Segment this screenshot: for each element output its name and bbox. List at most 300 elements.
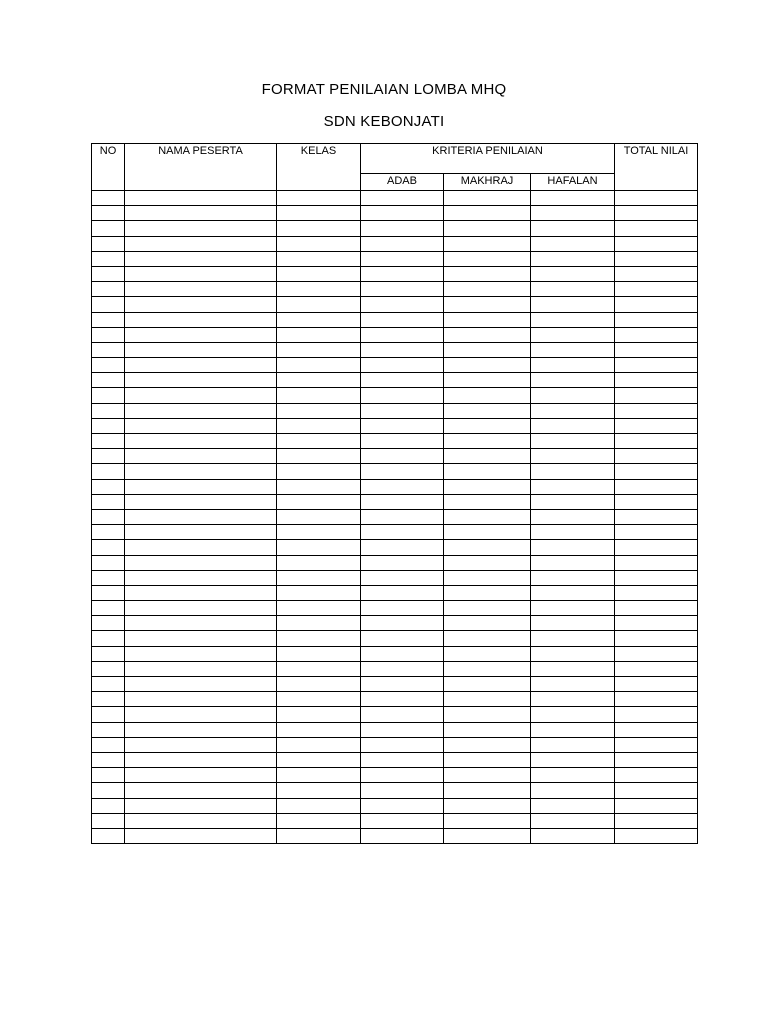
hafalan-cell bbox=[531, 752, 615, 767]
total-nilai-cell bbox=[615, 266, 698, 281]
total-nilai-cell bbox=[615, 449, 698, 464]
makhraj-cell bbox=[444, 570, 531, 585]
adab-cell bbox=[361, 646, 444, 661]
adab-cell bbox=[361, 707, 444, 722]
table-row bbox=[92, 752, 698, 767]
total-nilai-cell bbox=[615, 509, 698, 524]
makhraj-cell bbox=[444, 677, 531, 692]
nama-peserta-cell bbox=[125, 418, 277, 433]
table-row bbox=[92, 373, 698, 388]
adab-cell bbox=[361, 434, 444, 449]
adab-cell bbox=[361, 418, 444, 433]
header-nama-peserta: NAMA PESERTA bbox=[125, 144, 277, 191]
nama-peserta-cell bbox=[125, 585, 277, 600]
total-nilai-cell bbox=[615, 752, 698, 767]
adab-cell bbox=[361, 282, 444, 297]
nama-peserta-cell bbox=[125, 221, 277, 236]
total-nilai-cell bbox=[615, 798, 698, 813]
no-cell bbox=[92, 464, 125, 479]
total-nilai-cell bbox=[615, 631, 698, 646]
nama-peserta-cell bbox=[125, 616, 277, 631]
kelas-cell bbox=[277, 403, 361, 418]
nama-peserta-cell bbox=[125, 403, 277, 418]
adab-cell bbox=[361, 783, 444, 798]
hafalan-cell bbox=[531, 434, 615, 449]
kelas-cell bbox=[277, 707, 361, 722]
total-nilai-cell bbox=[615, 555, 698, 570]
makhraj-cell bbox=[444, 266, 531, 281]
total-nilai-cell bbox=[615, 722, 698, 737]
hafalan-cell bbox=[531, 312, 615, 327]
makhraj-cell bbox=[444, 312, 531, 327]
table-row bbox=[92, 236, 698, 251]
subheader-adab: ADAB bbox=[361, 174, 444, 191]
kelas-cell bbox=[277, 752, 361, 767]
total-nilai-cell bbox=[615, 525, 698, 540]
adab-cell bbox=[361, 327, 444, 342]
adab-cell bbox=[361, 616, 444, 631]
makhraj-cell bbox=[444, 206, 531, 221]
kelas-cell bbox=[277, 388, 361, 403]
hafalan-cell bbox=[531, 494, 615, 509]
total-nilai-cell bbox=[615, 646, 698, 661]
kelas-cell bbox=[277, 616, 361, 631]
adab-cell bbox=[361, 585, 444, 600]
hafalan-cell bbox=[531, 737, 615, 752]
total-nilai-cell bbox=[615, 297, 698, 312]
total-nilai-cell bbox=[615, 813, 698, 828]
adab-cell bbox=[361, 479, 444, 494]
hafalan-cell bbox=[531, 297, 615, 312]
nama-peserta-cell bbox=[125, 373, 277, 388]
total-nilai-cell bbox=[615, 464, 698, 479]
no-cell bbox=[92, 540, 125, 555]
no-cell bbox=[92, 722, 125, 737]
table-row bbox=[92, 646, 698, 661]
adab-cell bbox=[361, 555, 444, 570]
hafalan-cell bbox=[531, 464, 615, 479]
no-cell bbox=[92, 449, 125, 464]
header-kriteria-penilaian: KRITERIA PENILAIAN bbox=[361, 144, 615, 174]
no-cell bbox=[92, 570, 125, 585]
hafalan-cell bbox=[531, 266, 615, 281]
total-nilai-cell bbox=[615, 312, 698, 327]
table-row bbox=[92, 722, 698, 737]
total-nilai-cell bbox=[615, 601, 698, 616]
no-cell bbox=[92, 221, 125, 236]
no-cell bbox=[92, 388, 125, 403]
no-cell bbox=[92, 312, 125, 327]
table-row bbox=[92, 449, 698, 464]
total-nilai-cell bbox=[615, 388, 698, 403]
no-cell bbox=[92, 707, 125, 722]
hafalan-cell bbox=[531, 631, 615, 646]
nama-peserta-cell bbox=[125, 646, 277, 661]
header-total-nilai: TOTAL NILAI bbox=[615, 144, 698, 191]
total-nilai-cell bbox=[615, 479, 698, 494]
no-cell bbox=[92, 661, 125, 676]
total-nilai-cell bbox=[615, 418, 698, 433]
table-row bbox=[92, 525, 698, 540]
table-row bbox=[92, 388, 698, 403]
nama-peserta-cell bbox=[125, 570, 277, 585]
kelas-cell bbox=[277, 601, 361, 616]
table-row bbox=[92, 828, 698, 843]
hafalan-cell bbox=[531, 251, 615, 266]
nama-peserta-cell bbox=[125, 752, 277, 767]
table-row bbox=[92, 813, 698, 828]
hafalan-cell bbox=[531, 509, 615, 524]
no-cell bbox=[92, 646, 125, 661]
hafalan-cell bbox=[531, 327, 615, 342]
total-nilai-cell bbox=[615, 585, 698, 600]
kelas-cell bbox=[277, 661, 361, 676]
no-cell bbox=[92, 555, 125, 570]
adab-cell bbox=[361, 752, 444, 767]
header-no: NO bbox=[92, 144, 125, 191]
adab-cell bbox=[361, 828, 444, 843]
adab-cell bbox=[361, 722, 444, 737]
kelas-cell bbox=[277, 206, 361, 221]
nama-peserta-cell bbox=[125, 449, 277, 464]
nama-peserta-cell bbox=[125, 206, 277, 221]
kelas-cell bbox=[277, 479, 361, 494]
table-row bbox=[92, 206, 698, 221]
nama-peserta-cell bbox=[125, 494, 277, 509]
no-cell bbox=[92, 434, 125, 449]
nama-peserta-cell bbox=[125, 388, 277, 403]
makhraj-cell bbox=[444, 236, 531, 251]
nama-peserta-cell bbox=[125, 798, 277, 813]
nama-peserta-cell bbox=[125, 737, 277, 752]
nama-peserta-cell bbox=[125, 312, 277, 327]
total-nilai-cell bbox=[615, 570, 698, 585]
kelas-cell bbox=[277, 646, 361, 661]
hafalan-cell bbox=[531, 768, 615, 783]
makhraj-cell bbox=[444, 297, 531, 312]
table-row bbox=[92, 509, 698, 524]
nama-peserta-cell bbox=[125, 266, 277, 281]
kelas-cell bbox=[277, 737, 361, 752]
no-cell bbox=[92, 418, 125, 433]
no-cell bbox=[92, 266, 125, 281]
kelas-cell bbox=[277, 236, 361, 251]
hafalan-cell bbox=[531, 358, 615, 373]
adab-cell bbox=[361, 251, 444, 266]
hafalan-cell bbox=[531, 585, 615, 600]
makhraj-cell bbox=[444, 737, 531, 752]
makhraj-cell bbox=[444, 692, 531, 707]
no-cell bbox=[92, 509, 125, 524]
adab-cell bbox=[361, 768, 444, 783]
kelas-cell bbox=[277, 555, 361, 570]
no-cell bbox=[92, 525, 125, 540]
adab-cell bbox=[361, 297, 444, 312]
no-cell bbox=[92, 327, 125, 342]
no-cell bbox=[92, 494, 125, 509]
table-row bbox=[92, 616, 698, 631]
hafalan-cell bbox=[531, 813, 615, 828]
makhraj-cell bbox=[444, 342, 531, 357]
nama-peserta-cell bbox=[125, 540, 277, 555]
nama-peserta-cell bbox=[125, 722, 277, 737]
makhraj-cell bbox=[444, 358, 531, 373]
nama-peserta-cell bbox=[125, 828, 277, 843]
adab-cell bbox=[361, 692, 444, 707]
adab-cell bbox=[361, 813, 444, 828]
makhraj-cell bbox=[444, 813, 531, 828]
adab-cell bbox=[361, 631, 444, 646]
kelas-cell bbox=[277, 525, 361, 540]
kelas-cell bbox=[277, 297, 361, 312]
makhraj-cell bbox=[444, 555, 531, 570]
hafalan-cell bbox=[531, 418, 615, 433]
kelas-cell bbox=[277, 540, 361, 555]
hafalan-cell bbox=[531, 540, 615, 555]
hafalan-cell bbox=[531, 191, 615, 206]
hafalan-cell bbox=[531, 342, 615, 357]
no-cell bbox=[92, 798, 125, 813]
kelas-cell bbox=[277, 434, 361, 449]
total-nilai-cell bbox=[615, 342, 698, 357]
nama-peserta-cell bbox=[125, 783, 277, 798]
total-nilai-cell bbox=[615, 206, 698, 221]
makhraj-cell bbox=[444, 768, 531, 783]
total-nilai-cell bbox=[615, 616, 698, 631]
adab-cell bbox=[361, 509, 444, 524]
total-nilai-cell bbox=[615, 692, 698, 707]
makhraj-cell bbox=[444, 509, 531, 524]
makhraj-cell bbox=[444, 327, 531, 342]
kelas-cell bbox=[277, 783, 361, 798]
total-nilai-cell bbox=[615, 768, 698, 783]
no-cell bbox=[92, 828, 125, 843]
makhraj-cell bbox=[444, 631, 531, 646]
no-cell bbox=[92, 236, 125, 251]
nama-peserta-cell bbox=[125, 297, 277, 312]
makhraj-cell bbox=[444, 479, 531, 494]
makhraj-cell bbox=[444, 601, 531, 616]
nama-peserta-cell bbox=[125, 358, 277, 373]
hafalan-cell bbox=[531, 388, 615, 403]
makhraj-cell bbox=[444, 282, 531, 297]
kelas-cell bbox=[277, 509, 361, 524]
kelas-cell bbox=[277, 813, 361, 828]
total-nilai-cell bbox=[615, 434, 698, 449]
adab-cell bbox=[361, 570, 444, 585]
makhraj-cell bbox=[444, 449, 531, 464]
adab-cell bbox=[361, 342, 444, 357]
adab-cell bbox=[361, 206, 444, 221]
no-cell bbox=[92, 585, 125, 600]
no-cell bbox=[92, 692, 125, 707]
no-cell bbox=[92, 752, 125, 767]
adab-cell bbox=[361, 403, 444, 418]
hafalan-cell bbox=[531, 479, 615, 494]
table-row bbox=[92, 768, 698, 783]
table-row bbox=[92, 358, 698, 373]
document-title: FORMAT PENILAIAN LOMBA MHQ bbox=[261, 81, 507, 98]
hafalan-cell bbox=[531, 373, 615, 388]
nama-peserta-cell bbox=[125, 555, 277, 570]
kelas-cell bbox=[277, 312, 361, 327]
table-row bbox=[92, 570, 698, 585]
hafalan-cell bbox=[531, 616, 615, 631]
makhraj-cell bbox=[444, 616, 531, 631]
makhraj-cell bbox=[444, 828, 531, 843]
table-row bbox=[92, 312, 698, 327]
no-cell bbox=[92, 358, 125, 373]
nama-peserta-cell bbox=[125, 464, 277, 479]
kelas-cell bbox=[277, 768, 361, 783]
table-row bbox=[92, 327, 698, 342]
total-nilai-cell bbox=[615, 221, 698, 236]
adab-cell bbox=[361, 388, 444, 403]
makhraj-cell bbox=[444, 722, 531, 737]
makhraj-cell bbox=[444, 403, 531, 418]
no-cell bbox=[92, 297, 125, 312]
no-cell bbox=[92, 768, 125, 783]
adab-cell bbox=[361, 266, 444, 281]
no-cell bbox=[92, 373, 125, 388]
hafalan-cell bbox=[531, 722, 615, 737]
total-nilai-cell bbox=[615, 494, 698, 509]
table-row bbox=[92, 342, 698, 357]
subheader-makhraj: MAKHRAJ bbox=[444, 174, 531, 191]
table-row bbox=[92, 540, 698, 555]
adab-cell bbox=[361, 798, 444, 813]
table-row bbox=[92, 737, 698, 752]
adab-cell bbox=[361, 373, 444, 388]
nama-peserta-cell bbox=[125, 768, 277, 783]
hafalan-cell bbox=[531, 798, 615, 813]
hafalan-cell bbox=[531, 677, 615, 692]
nama-peserta-cell bbox=[125, 479, 277, 494]
hafalan-cell bbox=[531, 570, 615, 585]
subheader-hafalan: HAFALAN bbox=[531, 174, 615, 191]
hafalan-cell bbox=[531, 601, 615, 616]
kelas-cell bbox=[277, 418, 361, 433]
no-cell bbox=[92, 737, 125, 752]
kelas-cell bbox=[277, 570, 361, 585]
adab-cell bbox=[361, 358, 444, 373]
table-row bbox=[92, 677, 698, 692]
table-row bbox=[92, 191, 698, 206]
hafalan-cell bbox=[531, 692, 615, 707]
kelas-cell bbox=[277, 631, 361, 646]
nama-peserta-cell bbox=[125, 692, 277, 707]
kelas-cell bbox=[277, 798, 361, 813]
kelas-cell bbox=[277, 221, 361, 236]
table-row bbox=[92, 601, 698, 616]
nama-peserta-cell bbox=[125, 434, 277, 449]
nama-peserta-cell bbox=[125, 677, 277, 692]
table-row bbox=[92, 585, 698, 600]
no-cell bbox=[92, 191, 125, 206]
adab-cell bbox=[361, 312, 444, 327]
kelas-cell bbox=[277, 464, 361, 479]
table-row bbox=[92, 783, 698, 798]
table-row bbox=[92, 631, 698, 646]
total-nilai-cell bbox=[615, 282, 698, 297]
hafalan-cell bbox=[531, 661, 615, 676]
hafalan-cell bbox=[531, 646, 615, 661]
table-row bbox=[92, 661, 698, 676]
table-body bbox=[92, 191, 698, 844]
adab-cell bbox=[361, 737, 444, 752]
adab-cell bbox=[361, 494, 444, 509]
total-nilai-cell bbox=[615, 191, 698, 206]
kelas-cell bbox=[277, 282, 361, 297]
table-row bbox=[92, 282, 698, 297]
total-nilai-cell bbox=[615, 403, 698, 418]
nama-peserta-cell bbox=[125, 661, 277, 676]
total-nilai-cell bbox=[615, 783, 698, 798]
nama-peserta-cell bbox=[125, 327, 277, 342]
hafalan-cell bbox=[531, 403, 615, 418]
kelas-cell bbox=[277, 342, 361, 357]
hafalan-cell bbox=[531, 707, 615, 722]
hafalan-cell bbox=[531, 828, 615, 843]
makhraj-cell bbox=[444, 661, 531, 676]
hafalan-cell bbox=[531, 236, 615, 251]
nama-peserta-cell bbox=[125, 601, 277, 616]
assessment-table bbox=[91, 143, 698, 844]
adab-cell bbox=[361, 464, 444, 479]
header-kelas: KELAS bbox=[277, 144, 361, 191]
makhraj-cell bbox=[444, 251, 531, 266]
makhraj-cell bbox=[444, 707, 531, 722]
no-cell bbox=[92, 342, 125, 357]
nama-peserta-cell bbox=[125, 509, 277, 524]
kelas-cell bbox=[277, 494, 361, 509]
kelas-cell bbox=[277, 677, 361, 692]
makhraj-cell bbox=[444, 798, 531, 813]
makhraj-cell bbox=[444, 434, 531, 449]
makhraj-cell bbox=[444, 585, 531, 600]
makhraj-cell bbox=[444, 373, 531, 388]
hafalan-cell bbox=[531, 525, 615, 540]
adab-cell bbox=[361, 191, 444, 206]
kelas-cell bbox=[277, 722, 361, 737]
total-nilai-cell bbox=[615, 251, 698, 266]
hafalan-cell bbox=[531, 221, 615, 236]
table-row bbox=[92, 221, 698, 236]
total-nilai-cell bbox=[615, 737, 698, 752]
table-row bbox=[92, 494, 698, 509]
school-name: SDN KEBONJATI bbox=[323, 113, 445, 130]
kelas-cell bbox=[277, 373, 361, 388]
nama-peserta-cell bbox=[125, 707, 277, 722]
adab-cell bbox=[361, 525, 444, 540]
makhraj-cell bbox=[444, 388, 531, 403]
table-row bbox=[92, 707, 698, 722]
kelas-cell bbox=[277, 449, 361, 464]
no-cell bbox=[92, 479, 125, 494]
kelas-cell bbox=[277, 251, 361, 266]
makhraj-cell bbox=[444, 752, 531, 767]
nama-peserta-cell bbox=[125, 631, 277, 646]
nama-peserta-cell bbox=[125, 342, 277, 357]
nama-peserta-cell bbox=[125, 251, 277, 266]
makhraj-cell bbox=[444, 464, 531, 479]
makhraj-cell bbox=[444, 540, 531, 555]
no-cell bbox=[92, 677, 125, 692]
makhraj-cell bbox=[444, 191, 531, 206]
hafalan-cell bbox=[531, 555, 615, 570]
kelas-cell bbox=[277, 358, 361, 373]
table-row bbox=[92, 464, 698, 479]
